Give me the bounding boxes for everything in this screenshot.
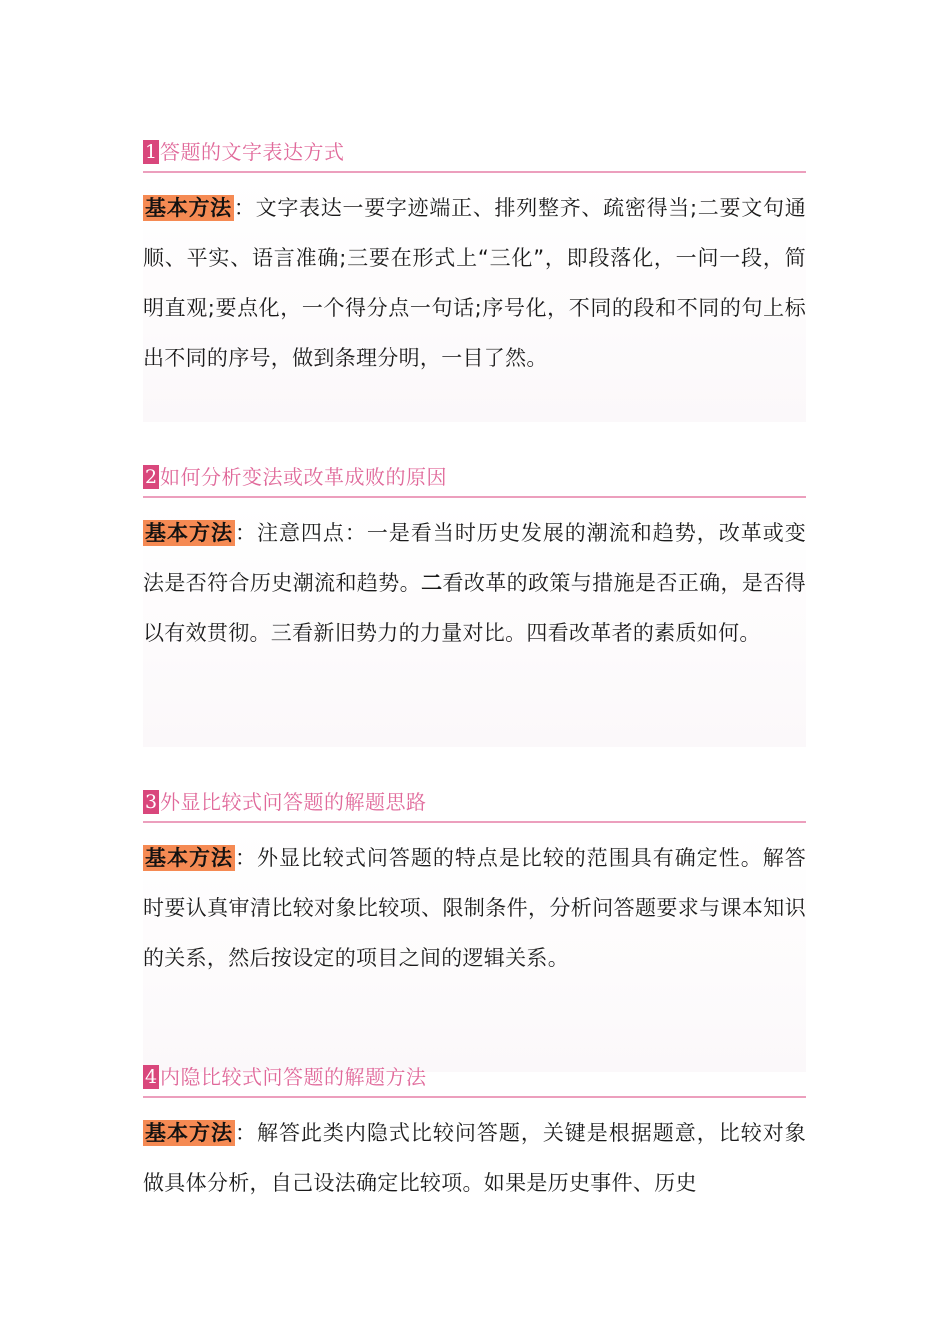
section-heading — [143, 787, 806, 817]
section-body — [143, 508, 806, 658]
method-label-badge: 基本方法 — [145, 846, 233, 870]
section-heading — [143, 462, 806, 492]
heading-underline — [143, 496, 806, 498]
section-title: 外显比较式问答题的解题思路 — [160, 790, 427, 814]
section-title: 如何分析变法或改革成败的原因 — [160, 465, 447, 489]
method-label-badge: 基本方法 — [145, 521, 233, 545]
method-label-badge: 基本方法 — [145, 1121, 233, 1145]
section-title: 内隐比较式问答题的解题方法 — [160, 1065, 427, 1089]
section-body — [143, 833, 806, 983]
heading-underline — [143, 1096, 806, 1098]
section-2 — [143, 462, 806, 658]
section-text: ：文字表达一要字迹端正、排列整齐、疏密得当;二要文句通顺、平实、语言准确;三要在形式上“三化”，即段落化，一问一段，简明直观;要点化，一个得分点一句话;序号化，不同的段和不同的句上标出不同的序号，做到条理分明，一目了然。 — [143, 196, 806, 370]
heading-underline — [143, 821, 806, 823]
section-3 — [143, 787, 806, 983]
section-body — [143, 1108, 806, 1208]
method-label-badge: 基本方法 — [145, 196, 232, 220]
section-number: 1 — [144, 141, 158, 163]
section-heading — [143, 1062, 806, 1092]
section-number: 4 — [144, 1066, 158, 1088]
section-text-part-b: 看改革的政策与措施是否正确，是否得以有效贯彻。三看新旧势力的力量对比。四看改革者的素质如何。 — [143, 571, 806, 645]
section-title: 答题的文字表达方式 — [160, 140, 345, 164]
section-number: 2 — [144, 466, 158, 488]
section-text-bold: 二 — [421, 571, 443, 595]
section-heading — [143, 137, 806, 167]
section-text: ：外显比较式问答题的特点是比较的范围具有确定性。解答时要认真审清比较对象比较项、限制条件，分析问答题要求与课本知识的关系，然后按设定的项目之间的逻辑关系。 — [143, 846, 806, 970]
section-text: ：解答此类内隐式比较问答题，关键是根据题意，比较对象做具体分析，自己设法确定比较项。如果是历史事件、历史 — [143, 1121, 806, 1195]
section-number: 3 — [144, 791, 158, 813]
section-1 — [143, 137, 806, 383]
section-4 — [143, 1062, 806, 1208]
heading-underline — [143, 171, 806, 173]
section-text-part-a: ：注意四点：一是看当时历史发展的潮流和趋势，改革或变法是否符合历史潮流和趋势。 — [143, 521, 806, 595]
section-body — [143, 183, 806, 383]
